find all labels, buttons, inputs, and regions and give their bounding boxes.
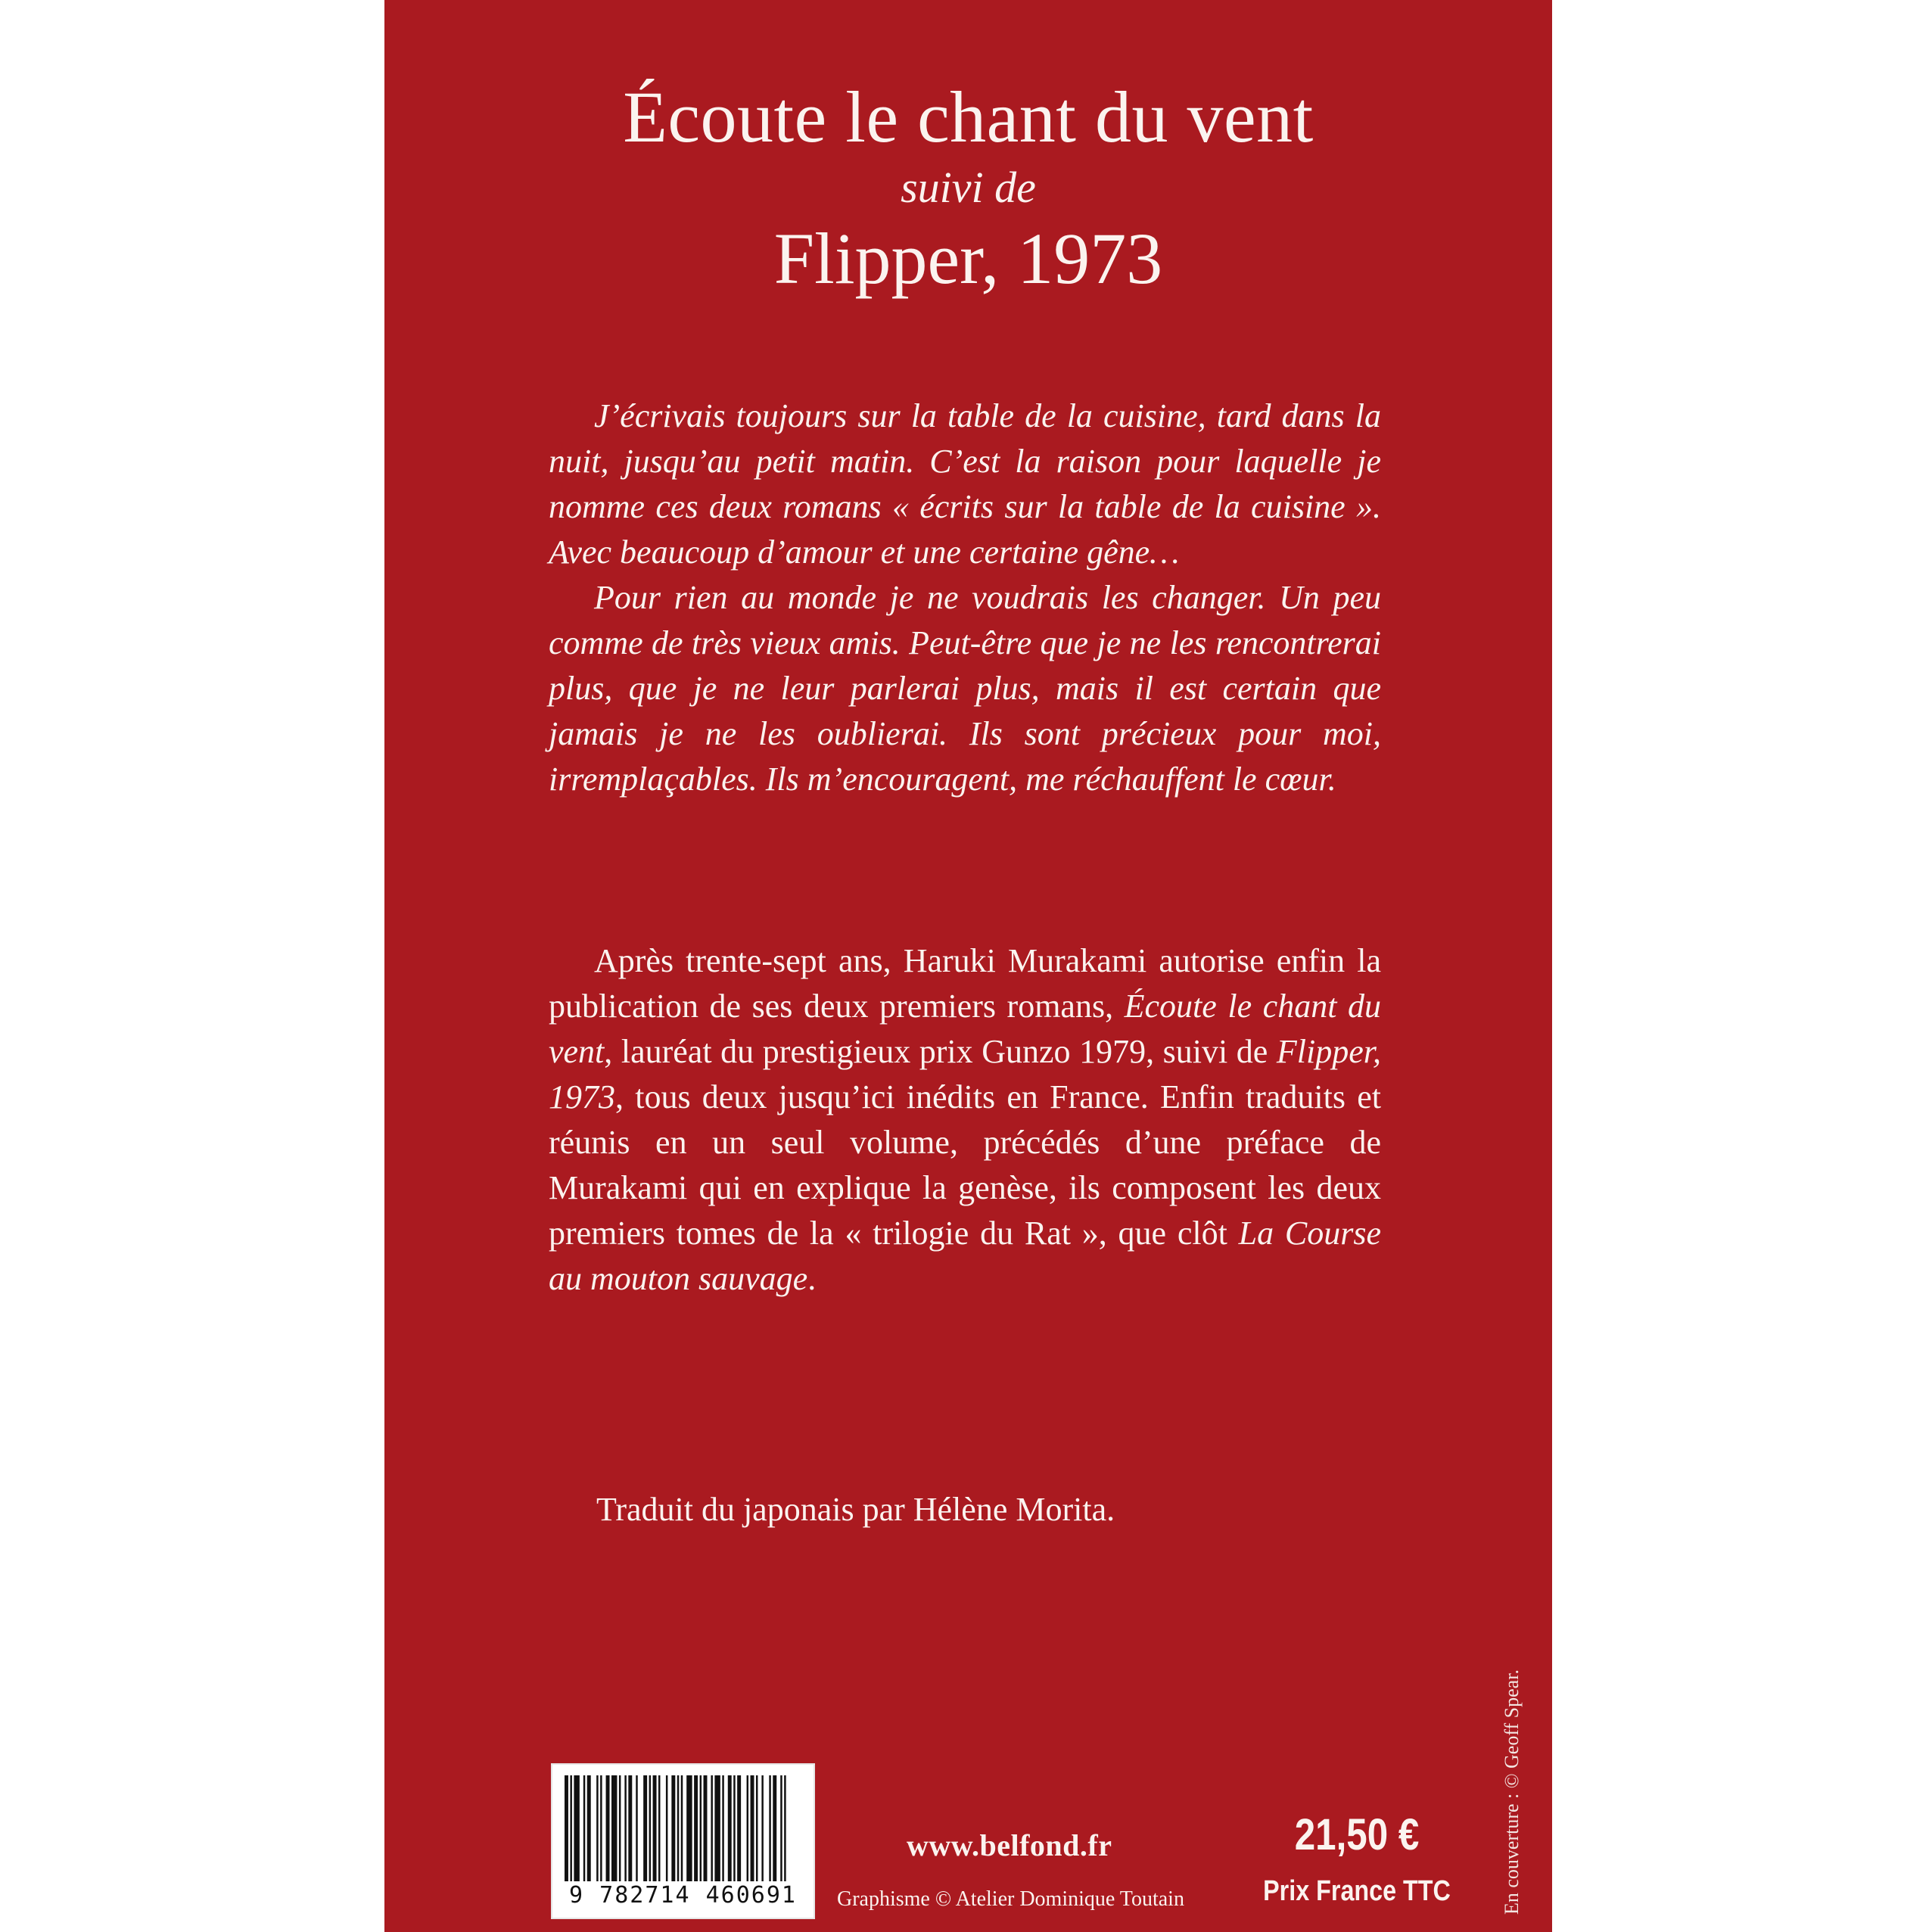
barcode-bar bbox=[658, 1775, 660, 1881]
barcode-bar bbox=[636, 1775, 637, 1881]
barcode-bar bbox=[583, 1775, 585, 1881]
barcode-bar bbox=[570, 1775, 571, 1881]
quote-paragraph: J’écrivais toujours sur la table de la cuisine, tard dans la nuit, jusqu’au petit matin. C’est la raison pour laquelle je nomme ces deux romans « écrits sur la table de la cuisine ». Avec beaucoup d’amour et une certaine gêne… bbox=[549, 397, 1381, 571]
blurb-text: , lauréat du prestigieux prix Gunzo 1979, suivi de bbox=[604, 1033, 1277, 1070]
isbn-barcode bbox=[551, 1763, 815, 1919]
book-blurb bbox=[549, 938, 1381, 1302]
barcode-bar bbox=[784, 1775, 786, 1881]
barcode-bar bbox=[619, 1775, 621, 1881]
book-second-title: Flipper, 1973 bbox=[773, 218, 1163, 299]
barcode-bar bbox=[653, 1775, 657, 1881]
author-quote bbox=[549, 394, 1381, 802]
blurb-title-reference: La Course au mouton sauvage bbox=[549, 1215, 1382, 1297]
book-back-cover bbox=[384, 0, 1552, 1932]
barcode-bar bbox=[649, 1775, 651, 1881]
barcode-bar bbox=[780, 1775, 782, 1881]
barcode-bar bbox=[733, 1775, 735, 1881]
barcode-bars bbox=[563, 1775, 802, 1881]
barcode-bar bbox=[711, 1775, 712, 1881]
barcode-bar bbox=[587, 1775, 591, 1881]
barcode-bar bbox=[677, 1775, 679, 1881]
title-connector: suivi de bbox=[901, 163, 1036, 212]
barcode-bar bbox=[756, 1775, 758, 1881]
barcode-bar bbox=[600, 1775, 602, 1881]
barcode-bar bbox=[747, 1775, 748, 1881]
barcode-bar bbox=[686, 1775, 692, 1881]
blurb-text: Après trente-sept ans, Haruki Murakami autorise enfin la publication de ses deux premiers romans, bbox=[549, 942, 1381, 1025]
title-block bbox=[384, 72, 1552, 308]
price-label: Prix France TTC bbox=[1263, 1875, 1451, 1907]
design-credit: Graphisme © Atelier Dominique Toutain bbox=[837, 1887, 1184, 1911]
blurb-paragraph bbox=[549, 938, 1381, 1302]
blurb-text: , tous deux jusqu’ici inédits en France. Enfin traduits et réunis en un seul volume, précédés d’une préface de Murakami qui en explique la genèse, ils composent les deux premiers tomes de la « trilogie du Rat », que clôt bbox=[549, 1078, 1381, 1252]
barcode-bar bbox=[769, 1775, 770, 1881]
publisher-website: www.belfond.fr bbox=[907, 1828, 1112, 1862]
barcode-bar bbox=[694, 1775, 698, 1881]
barcode-bar bbox=[611, 1775, 617, 1881]
barcode-bar bbox=[773, 1775, 776, 1881]
barcode-bar bbox=[666, 1775, 667, 1881]
barcode-bar bbox=[704, 1775, 708, 1881]
book-title: Écoute le chant du vent bbox=[623, 76, 1314, 157]
barcode-bar bbox=[574, 1775, 579, 1881]
barcode-bar bbox=[761, 1775, 763, 1881]
quote-paragraph: Pour rien au monde je ne voudrais les changer. Un peu comme de très vieux amis. Peut-être que je ne les rencontrerai plus, que je ne leur parlerai plus, mais il est certain que jamais je ne les oublierai. Ils sont précieux pour moi, irremplaçables. Ils m’encouragent, me réchauffent le cœur. bbox=[549, 579, 1381, 798]
cover-photo-credit: En couverture : © Geoff Spear. bbox=[1501, 1669, 1523, 1915]
price: 21,50 € bbox=[1294, 1810, 1420, 1859]
translator-credit: Traduit du japonais par Hélène Morita. bbox=[596, 1491, 1115, 1528]
barcode-bar bbox=[751, 1775, 754, 1881]
barcode-bar bbox=[728, 1775, 732, 1881]
barcode-bar bbox=[606, 1775, 610, 1881]
barcode-bar bbox=[714, 1775, 720, 1881]
barcode-bar bbox=[596, 1775, 598, 1881]
barcode-bar bbox=[681, 1775, 683, 1881]
blurb-title-reference: Flipper, 1973 bbox=[549, 1033, 1381, 1115]
isbn-digits: 9 782714 460691 bbox=[569, 1882, 797, 1909]
barcode-bar bbox=[737, 1775, 741, 1881]
barcode-bar bbox=[624, 1775, 626, 1881]
blurb-text: . bbox=[807, 1260, 817, 1297]
barcode-bar bbox=[722, 1775, 723, 1881]
barcode-bar bbox=[643, 1775, 647, 1881]
barcode-bar bbox=[671, 1775, 675, 1881]
barcode-bar bbox=[628, 1775, 632, 1881]
barcode-bar bbox=[565, 1775, 568, 1881]
blurb-title-reference: Écoute le chant du vent bbox=[549, 988, 1381, 1070]
barcode-bar bbox=[700, 1775, 702, 1881]
